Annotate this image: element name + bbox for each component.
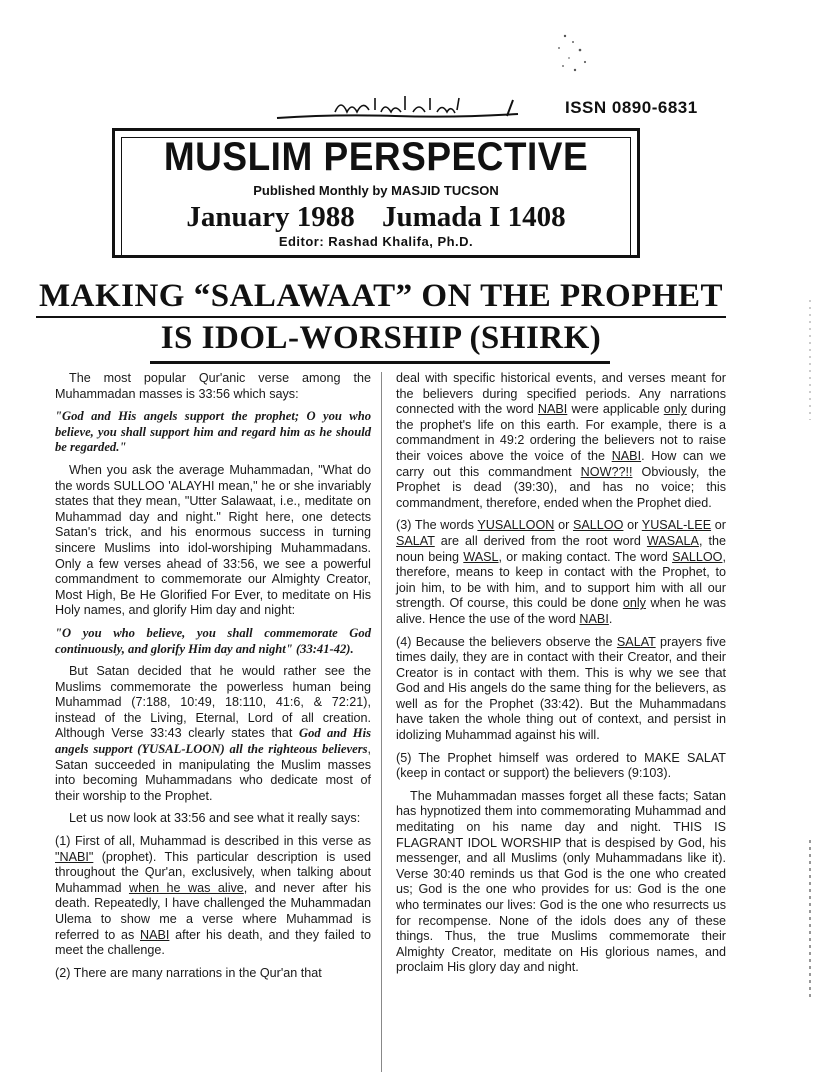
paragraph-point-2: (2) There are many narrations in the Qur'an that: [55, 965, 322, 980]
text-run: during the prophet's life on this earth. For example, there is a commandment in 49:2 ordering the believers not to raise their voices above the voice of the: [396, 402, 726, 463]
scan-edge-marks: [808, 300, 812, 1000]
text-run: , or making contact. The word: [498, 549, 673, 564]
underlined-term: NABI: [537, 402, 568, 417]
underlined-term: SALAT: [616, 634, 656, 649]
headline-line-2: IS IDOL-WORSHIP (SHIRK): [160, 320, 602, 356]
text-run: But Satan decided that he would rather see the Muslims commemorate the powerless human being Muhammad (7:188, 10:49, 18:110, 41:6, & 72:21), instead of the Living, Eternal, Lord of all creation. Although Verse 33:43 clearly states that: [55, 664, 371, 741]
underlined-term: NABI: [139, 927, 170, 942]
paragraph-point-4: [396, 635, 726, 744]
underlined-term: WASALA: [646, 533, 699, 548]
masthead-box: [112, 128, 640, 258]
article-column-left: [55, 371, 371, 988]
text-run: (1) First of all, Muhammad is described in this verse as: [55, 834, 371, 849]
paragraph-conclusion: The Muhammadan masses forget all these facts; Satan has hypnotized them into commemorating Muhammad and meditating on his name day and night. THIS IS FLAGRANT IDOL WORSHIP that is despised by God, his messenger, and all Muslims (only Muhammadans like it). Verse 30:40 reminds us that God is the one who created us; God is the one who provides for us: God is the one who terminates our lives: God is the one who resurrects us for recompense. None of the idols does any of these things. Thus, the true Muslims commemorate their Almighty Creator, meditate on His glorious names, and proclaim His glory day and night.: [396, 788, 726, 975]
text-run: deal with specific historical events, and verses meant for the believers during specified periods. Any narrations connected with the word: [396, 371, 726, 417]
underlined-term: "NABI": [55, 849, 94, 864]
publisher-line: Published Monthly by MASJID TUCSON: [253, 183, 499, 198]
text-run: are all derived from the root word: [434, 533, 647, 548]
date-gregorian: January 1988: [186, 201, 355, 233]
paragraph: The most popular Qur'anic verse among the Muhammadan masses is 33:56 which says:: [55, 371, 371, 401]
underlined-term: NABI: [611, 448, 642, 463]
text-run: , therefore, means to keep in contact with the Prophet, to join him, to be with him, and to support him with all our strength. Of course, this could be done: [396, 549, 726, 611]
paragraph-point-1: [55, 834, 371, 959]
editor-line: Editor: Rashad Khalifa, Ph.D.: [278, 234, 474, 249]
date-hijri: Jumada I 1408: [381, 201, 566, 233]
paragraph: Let us now look at 33:56 and see what it really says:: [69, 811, 361, 826]
underlined-term: NOW??!!: [580, 464, 633, 479]
underlined-term: SALLOO: [573, 518, 624, 533]
arabic-calligraphy-logo: [275, 92, 520, 122]
text-run: Obviously, the Prophet is dead (39:30), and has no voice; this commandment, therefore, ended when the Prophet died.: [396, 464, 726, 510]
underlined-term: WASL: [463, 549, 499, 564]
text-run: or: [623, 518, 642, 533]
underlined-term: only: [622, 596, 646, 611]
text-run: . How can we carry out this commandment: [396, 448, 727, 479]
text-run: when he was alive. Hence the use of the word: [396, 596, 726, 626]
underlined-term: NABI: [579, 611, 609, 626]
text-run: (4) Because the believers observe the: [396, 634, 617, 649]
column-separator: [381, 372, 382, 1072]
paragraph: [396, 371, 726, 511]
text-run: , Satan succeeded in manipulating the Muslim masses into becoming Muhammadans who dedicate most of their worship to the Prophet.: [55, 742, 371, 803]
underlined-term: SALLOO: [672, 549, 723, 564]
article-column-right: [396, 371, 726, 983]
headline-line-1: MAKING “SALAWAAT” ON THE PROPHET: [38, 278, 724, 314]
text-run: or: [554, 518, 573, 533]
text-run: or: [711, 518, 727, 533]
issn-number: ISSN 0890-6831: [565, 98, 698, 117]
quote-verse-33-56: "God and His angels support the prophet; O you who believe, you shall support him and regard him as he should be regarded.": [55, 409, 371, 455]
underlined-term: only: [663, 402, 687, 417]
paragraph-point-3: [396, 518, 726, 627]
underlined-term: when he was alive: [128, 880, 244, 895]
paragraph-point-5: (5) The Prophet himself was ordered to MAKE SALAT (keep in contact or support) the believers (9:103).: [396, 750, 726, 781]
paragraph: [55, 664, 371, 804]
text-run: (prophet). This particular description is used throughout the Qur'an, exclusively, when talking about Muhammad: [55, 849, 371, 895]
text-run: (3) The words: [396, 518, 478, 533]
text-run: after his death, and they failed to meet the challenge.: [55, 927, 371, 958]
text-run: prayers five times daily, they are in contact with their Creator, and their Creator is in contact with them. This is why we see that God and His angels do the same thing for the believers, as well as for the Prophet (33:42). But the Muhammadans have taken the whole thing out of context, and persist in idolizing Muhammad against his will.: [396, 634, 726, 743]
masthead-title: MUSLIM PERSPECTIVE: [163, 134, 589, 179]
quote-verse-33-41: "O you who believe, you shall commemorate God continuously, and glorify Him day and night" (33:41-42).: [55, 625, 371, 656]
underlined-term: YUSAL-LEE: [641, 518, 712, 533]
paragraph: When you ask the average Muhammadan, "What do the words SULLOO 'ALAYHI mean," he or she invariably states that they mean, "Utter Salawaat, i.e., meditate on Muhammad day and night." Right here, one detects Satan's trick, and his enormous success in turning sincere Muslims into idol-worshiping Muhammadans. Only a few verses ahead of 33:56, we see a powerful commandment to commemorate our Almighty Creator, Most High, Be He Glorified For Ever, to meditate on His Holy names, and glorify Him day and night:: [55, 462, 371, 618]
text-run: .: [608, 611, 613, 626]
underlined-term: SALAT: [396, 533, 435, 548]
text-run: were applicable: [567, 402, 664, 417]
headline-rule-bottom: [150, 361, 610, 364]
quote-inline: God and His angels support (YUSAL-LOON) all the righteous believers: [55, 726, 371, 757]
underlined-term: YUSALLOON: [477, 518, 555, 533]
text-run: , the noun being: [396, 533, 726, 564]
text-run: , and never after his death. Repeatedly, I have challenged the Muhammadan Ulema to show me a verse where Muhammad is referred to as: [55, 880, 371, 942]
print-specks-decoration: [545, 28, 605, 78]
